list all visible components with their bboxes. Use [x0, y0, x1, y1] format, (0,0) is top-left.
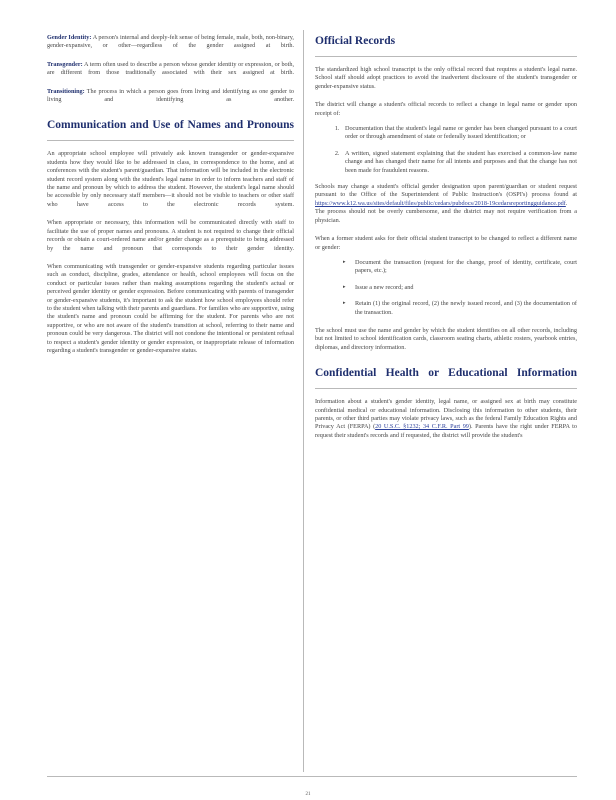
list-item: 1. Documentation that the student's legal name or gender has been changed pursuant to a court order or through amendment of state or federally issued identification; or	[341, 125, 577, 142]
definition-text: A term often used to describe a person whose gender identity or expression, or both, are different from those traditionally associated with their sex assigned at birth.	[47, 60, 294, 77]
section-heading-official-records: Official Records	[315, 35, 396, 47]
page-number: 21	[305, 792, 311, 797]
text-run: Schools may change a student's official gender designation upon parent/guardian or student request pursuant to the Office of the Superintendent of Public Instruction's (OSPI's) process found at	[315, 183, 577, 199]
paragraph: When appropriate or necessary, this information will be communicated directly with staff to facilitate the use of proper names and pronouns. A student is not required to change their official records or obtain a court-ordered name and/or gender change as a prerequisite to being addressed by the name and pronoun that corresponds to their gender identity.	[47, 219, 294, 252]
paragraph: The district will change a student's official records to reflect a change in legal name or gender upon receipt of:	[315, 101, 577, 117]
numbered-list	[315, 125, 577, 175]
list-item-text: Issue a new record; and	[355, 283, 414, 291]
paragraph: When a former student asks for their official student transcript to be changed to reflect a different name or gender:	[315, 235, 577, 251]
right-column	[315, 34, 577, 447]
paragraph: An appropriate school employee will privately ask known transgender or gender-expansive students how they would like to be addressed in class, in correspondence to the home, and at conferences with the student's parent/guardian. That information will be included in the electronic student record system along with the student's legal name in order to inform teachers and staff of the name and pronoun by which to address the student. However, the student's legal name should be accessible by only necessary staff members—it should not be visible to teachers or other staff who have access to the electronic records system.	[47, 150, 294, 208]
left-column	[47, 34, 294, 362]
triangle-bullet-icon: ▸	[343, 301, 346, 307]
triangle-bullet-icon: ▸	[343, 284, 346, 290]
heading-divider	[315, 388, 577, 389]
paragraph: The standardized high school transcript is the only official record that requires a student's legal name. School staff should adopt practices to avoid the inadvertent disclosure of the student's transgender or gender-expansive status.	[315, 66, 577, 90]
text-run: . The process should not be overly cumbersome, and the district may not require verification from a physician.	[315, 199, 577, 224]
footer	[47, 776, 577, 777]
heading-divider	[47, 140, 294, 141]
list-item-text: Document the transaction (request for the change, proof of identity, certificate, court papers, etc.);	[355, 258, 577, 275]
definition-term: Transitioning:	[47, 87, 85, 95]
section-heading-communication: Communication and Use of Names and Pronouns	[47, 119, 294, 132]
list-item	[343, 300, 577, 317]
statute-citation-link[interactable]: 20 U.S.C. §1232; 34 C.F.R. Part 99	[375, 423, 469, 431]
definition-text: A person's internal and deeply-felt sense of being female, male, both, non-binary, gender-expansive, or other—regardless of the gender assigned at birth.	[47, 34, 294, 50]
list-item	[343, 284, 577, 292]
bullet-list	[315, 259, 577, 317]
ospi-guidance-link[interactable]: https://www.k12.wa.us/sites/default/files/public/cedars/pubdocs/2018-19cedarsreportingguidance.pdf	[315, 199, 566, 207]
list-item: 2. A written, signed statement explaining that the student has exercised a common-law name change and has changed their name for all intents and purposes and that the change has not been made for fraudulent reasons.	[341, 150, 577, 175]
paragraph: The school must use the name and gender by which the student identifies on all other records, including but not limited to school identification cards, classroom seating charts, athletic rosters, yearbook entries, diplomas, and directory information.	[315, 326, 577, 351]
section-heading-confidential: Confidential Health or Educational Information	[315, 367, 577, 380]
definition-term: Gender Identity:	[47, 34, 92, 41]
definition-text: The process in which a person goes from living and identifying as one gender to living and identifying as another.	[47, 87, 295, 104]
paragraph	[315, 398, 577, 440]
definition-gender-identity	[47, 34, 294, 51]
triangle-bullet-icon: ▸	[343, 259, 346, 265]
text-run: ). Parents have the right under FERPA to request their student's records and if requested, the district will provide the student's	[315, 423, 577, 439]
definition-term: Transgender:	[47, 60, 83, 68]
definition-transgender	[47, 61, 294, 78]
heading-divider	[315, 56, 577, 57]
column-divider	[303, 30, 304, 772]
list-item-text: Retain (1) the original record, (2) the newly issued record, and (3) the documentation of the transaction.	[355, 300, 577, 316]
definition-transitioning	[47, 88, 294, 105]
paragraph	[315, 183, 577, 225]
list-item	[343, 259, 577, 276]
text-run: Information about a student's gender identity, legal name, or assigned sex at birth may constitute confidential medical or educational information. Disclosing this information to other students, their parents, or other third parties may violate privacy laws, such as the federal Family Education Rights and Privacy Act (FERPA) (	[315, 398, 577, 431]
footer-divider	[47, 776, 577, 777]
paragraph: When communicating with transgender or gender-expansive students regarding particular issues such as conduct, discipline, grades, attendance or health, school employees will focus on the conduct or particular issues rather than making assumptions regarding the student's actual or perceived gender identity or gender expression. Before communicating with parents of transgender or gender-expansive students, it's important to ask the student how school employees should refer to the student when talking with their parents and guardians. For families who are supportive, using the student's name and pronoun could be affirming for the student. For parents who are not supportive, or who are not aware of the student's transition at school, referring to their name and pronoun could be very dangerous. The district will not condone the intentional or persistent refusal to respect a student's gender identity or gender expression, or inappropriate release of information regarding a student's transgender or gender-expansive status.	[47, 262, 294, 354]
